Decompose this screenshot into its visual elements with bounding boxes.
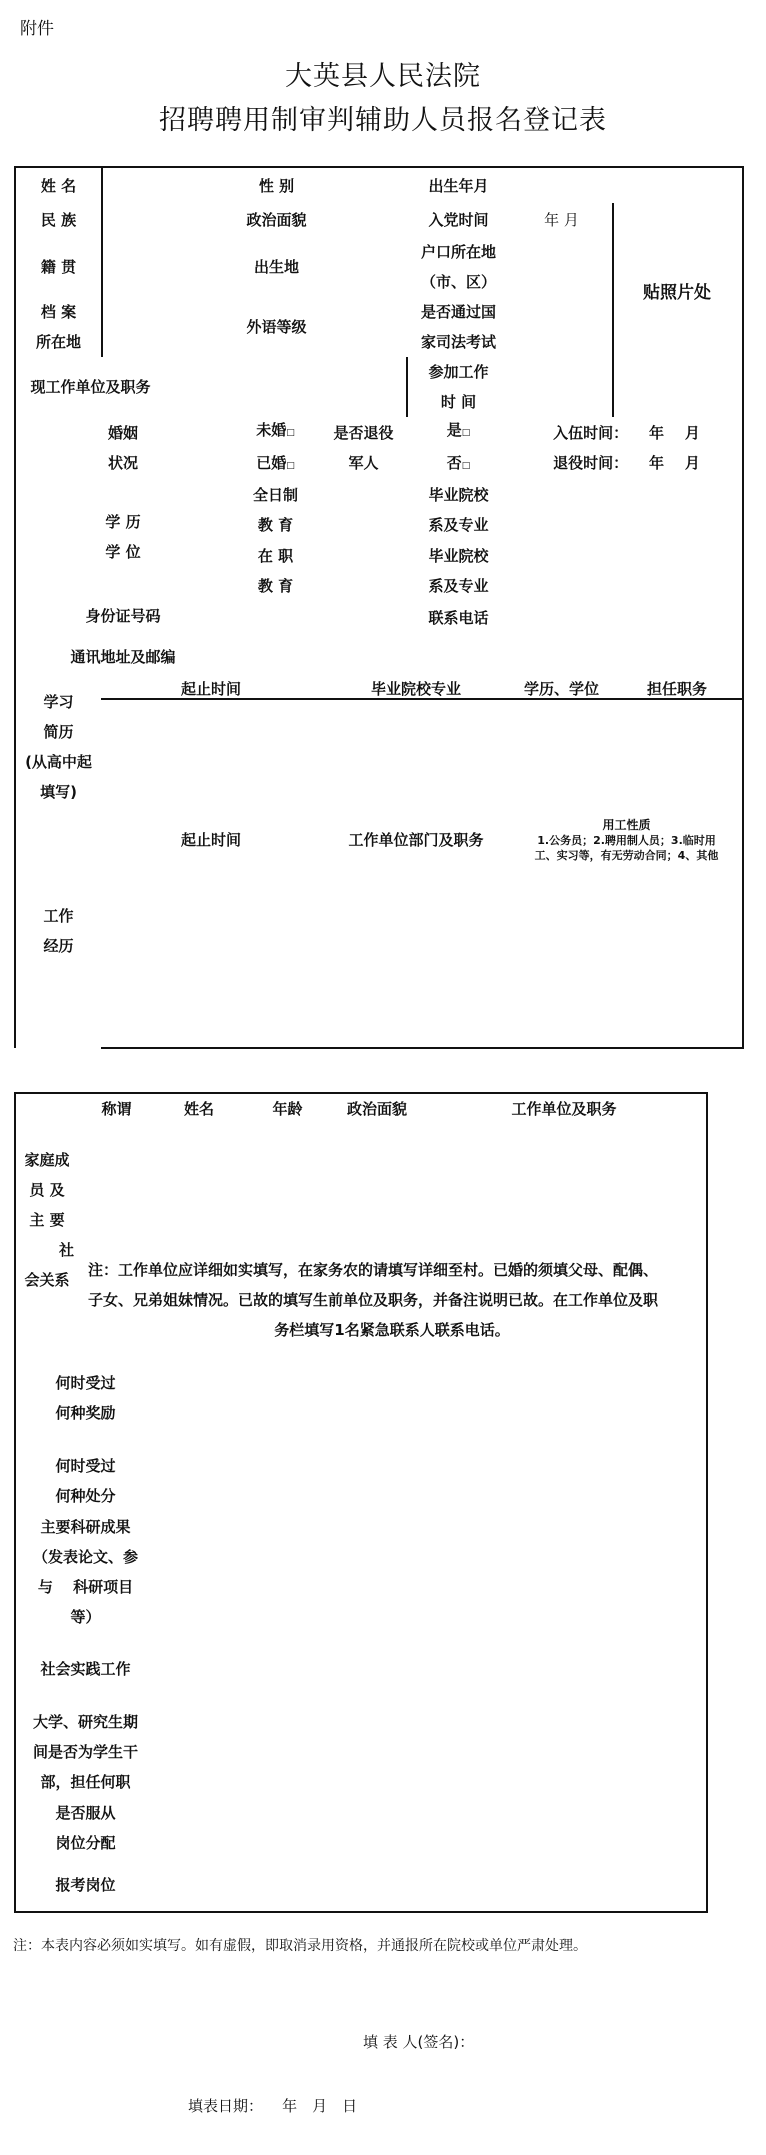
family-header-3 [243,1092,334,1125]
veteran-options [406,417,513,481]
family-row-3-cell-3[interactable] [243,1189,334,1224]
label-judicial-exam-and-work-start [406,297,513,419]
label-fulltime-school-line1: 毕业院校 [428,485,489,504]
family-header-4 [332,1092,424,1125]
label-education-line2: 学 位 [105,543,141,561]
study-row-3-cell-3[interactable] [511,774,614,816]
label-marital-line1: 婚姻 [107,424,138,442]
obey-assignment-field[interactable] [155,1797,708,1860]
label-study-line3: (从高中起 [25,753,92,771]
family-note-line2: 子女、兄弟姐妹情况。已故的填写生前单位及职务，并备注说明已故。在工作单位及职 [88,1291,659,1309]
birth-date-field[interactable] [511,166,614,205]
family-header-5 [422,1092,708,1125]
label-social-practice [14,1632,157,1708]
checkbox-no[interactable]: □ [461,461,471,471]
label-awards-line1: 何时受过 [55,1374,116,1392]
label-native-place-text: 籍 贯 [40,257,77,276]
label-awards-line2: 何种奖励 [55,1404,116,1422]
work-row-5-cell-3[interactable] [511,1014,744,1049]
label-research [14,1511,157,1634]
label-ethnicity [14,203,103,238]
label-family-line1: 家庭成 [24,1151,70,1169]
punishments-field[interactable] [155,1450,708,1513]
label-work-start-line1: 参加工作 [428,363,489,381]
work-row-3-cell-3[interactable] [511,940,744,977]
family-header-1 [78,1092,157,1125]
phone-field[interactable] [511,601,744,636]
label-cadre-line2: 间是否为学生干 [32,1742,138,1761]
family-row-1-cell-4[interactable] [332,1123,424,1158]
label-obey-line1: 是否服从 [55,1803,116,1822]
label-party-join-time-text: 入党时间 [428,210,489,229]
family-row-2-cell-4[interactable] [332,1156,424,1191]
label-archive-location [14,297,103,359]
label-birthplace-text: 出生地 [253,257,299,276]
label-marital-status [14,417,232,481]
discharge-time-row[interactable] [553,448,700,478]
study-row-2-cell-4[interactable] [612,736,744,776]
judicial-exam-field[interactable] [511,297,614,359]
family-header-5-text: 工作单位及职务 [511,1099,617,1118]
study-header-position [612,680,744,700]
checkbox-unmarried[interactable]: □ [286,428,295,438]
study-header-position-text: 担任职务 [646,680,707,698]
study-row-3-cell-4[interactable] [612,774,744,816]
label-family [14,1092,80,1348]
family-row-3-cell-2[interactable] [155,1189,245,1224]
family-row-2-cell-1[interactable] [78,1156,157,1191]
work-row-1-cell-2[interactable] [321,866,513,906]
label-awards [14,1346,157,1452]
label-cadre-line1: 大学、研究生期 [32,1712,138,1731]
label-gender [230,166,325,205]
student-cadre-field[interactable] [155,1706,708,1799]
work-row-4-cell-1[interactable] [101,975,323,1016]
family-row-1-cell-3[interactable] [243,1123,334,1158]
id-number-field[interactable] [230,601,408,636]
hukou-field[interactable] [511,236,614,299]
fulltime-education-field[interactable] [321,479,408,542]
employment-nature-title: 用工性质 [602,817,651,832]
label-cadre-line3: 部，担任何职 [40,1772,131,1791]
family-row-2-cell-5[interactable] [422,1156,708,1191]
label-social-practice-text: 社会实践工作 [40,1660,131,1678]
work-header-employer [321,814,513,868]
label-study-line4: 填写) [40,783,77,801]
family-row-2-cell-3[interactable] [243,1156,334,1191]
work-row-5-cell-2[interactable] [321,1014,513,1049]
label-applied-post [14,1858,157,1913]
label-work-history [14,814,103,1048]
family-row-3-cell-4[interactable] [332,1189,424,1224]
discharge-month: 月 [684,454,700,472]
family-row-4-cell-4[interactable] [332,1222,424,1256]
work-row-2-cell-2[interactable] [321,904,513,942]
study-row-1-cell-3[interactable] [511,698,614,738]
family-row-1-cell-1[interactable] [78,1123,157,1158]
label-foreign-language-text: 外语等级 [246,318,307,336]
fill-date[interactable] [188,2095,357,2116]
label-address-text: 通讯地址及邮编 [70,648,176,666]
label-political-status [230,203,325,238]
option-married[interactable] [256,448,295,481]
label-phone-text: 联系电话 [428,608,489,627]
family-row-3-cell-1[interactable] [78,1189,157,1224]
footer-note: 注：本表内容必须如实填写。如有虚假，即取消录用资格，并通报所在院校或单位严肃处理。 [13,1938,587,1954]
label-veteran-line1: 是否退役 [333,424,394,442]
fulltime-school-field[interactable] [511,479,744,542]
label-archive-line1: 档 案 [40,303,77,321]
option-unmarried-text: 未婚 [256,421,287,439]
study-header-degree-text: 学历、学位 [523,680,599,698]
family-header-3-text: 年龄 [272,1099,303,1118]
checkbox-married[interactable]: □ [286,461,295,471]
discharge-year: 年 [648,454,664,472]
label-hukou [406,236,513,299]
fill-date-value: 年 月 日 [282,2097,358,2115]
label-name-text: 姓 名 [40,176,77,195]
label-current-employer [14,357,167,419]
label-phone [406,601,513,636]
label-veteran-line2: 军人 [348,454,379,472]
fill-date-label: 填表日期： [188,2097,264,2115]
inservice-education-field[interactable] [321,540,408,603]
family-row-1-cell-2[interactable] [155,1123,245,1158]
study-header-period [101,680,323,700]
work-header-employment-nature [511,814,744,868]
study-row-2-cell-1[interactable] [101,736,323,776]
native-place-field[interactable] [103,236,232,299]
label-research-line3: 与 科研项目 [37,1577,134,1596]
family-header-4-text: 政治面貌 [346,1099,407,1118]
label-judicial-exam-line1: 是否通过国 [420,303,496,321]
label-hukou-line2: （市、区） [420,272,496,291]
work-row-5-cell-1[interactable] [101,1014,323,1049]
label-obey-assignment [14,1797,157,1860]
label-fulltime-school-line2: 系及专业 [428,515,489,534]
work-row-4-cell-3[interactable] [511,975,744,1016]
work-row-1-cell-3[interactable] [511,866,744,906]
signature-label-text: 填 表 人(签名)： [363,2033,475,2051]
label-archive-line2: 所在地 [35,333,81,351]
label-work-line2: 经历 [43,937,74,955]
inservice-school-field[interactable] [511,540,744,603]
awards-field[interactable] [155,1346,708,1452]
family-header-2 [155,1092,245,1125]
photo-area-text: 贴照片处 [643,282,711,303]
attachment-label: 附件 [20,19,54,39]
label-ethnicity-text: 民 族 [40,210,77,229]
family-header-1-text: 称谓 [101,1099,132,1118]
label-study-line1: 学习 [43,693,74,711]
label-family-line3: 主 要 [29,1211,65,1229]
label-fulltime-education [230,479,323,542]
family-row-4-cell-5[interactable] [422,1222,708,1256]
label-hukou-line1: 户口所在地 [420,242,496,261]
study-row-1-cell-4[interactable] [612,698,744,738]
study-header-school-text: 毕业院校专业 [370,680,461,698]
work-row-4-cell-2[interactable] [321,975,513,1016]
option-no-text: 否 [446,454,462,472]
label-research-line2: （发表论文、参 [32,1547,138,1566]
family-row-2-cell-2[interactable] [155,1156,245,1191]
family-note-line3: 务栏填写1名紧急联系人联系电话。 [274,1321,510,1339]
label-applied-post-text: 报考岗位 [55,1875,116,1894]
study-header-period-text: 起止时间 [180,680,241,698]
work-header-employer-text: 工作单位部门及职务 [348,831,484,849]
label-education [14,479,232,636]
label-inservice-school [406,540,513,603]
photo-area[interactable] [612,166,744,419]
label-work-start-line2: 时 间 [440,393,477,411]
enlist-year: 年 [648,424,664,442]
label-research-line1: 主要科研成果 [40,1517,131,1536]
label-party-join-time [406,203,513,238]
label-fulltime-line2: 教 育 [257,515,294,534]
gender-field[interactable] [323,166,408,205]
label-study-history [14,680,103,816]
current-employer-field[interactable] [165,357,408,419]
label-political-status-text: 政治面貌 [246,210,307,229]
label-foreign-language [230,297,325,359]
label-education-line1: 学 历 [105,513,141,531]
label-punish-line1: 何时受过 [55,1456,116,1475]
option-yes-text: 是 [446,421,462,439]
work-header-period-text: 起止时间 [180,831,241,849]
label-native-place [14,236,103,299]
label-inservice-line2: 教 育 [257,576,294,595]
label-birthplace [230,236,325,299]
study-row-1-cell-2[interactable] [321,698,513,738]
work-row-3-cell-2[interactable] [321,940,513,977]
label-marital-line2: 状况 [107,454,138,472]
work-header-period [101,814,323,868]
label-study-line2: 简历 [43,723,74,741]
work-row-2-cell-3[interactable] [511,904,744,942]
label-research-line4: 等） [70,1607,101,1626]
label-veteran [321,417,408,481]
page-title-line1: 大英县人民法院 [285,61,481,92]
label-birth-date [406,166,513,205]
study-header-degree [511,680,614,700]
label-inservice-school-line2: 系及专业 [428,576,489,595]
study-row-2-cell-3[interactable] [511,736,614,776]
archive-location-field[interactable] [103,297,232,359]
enlist-month: 月 [684,424,700,442]
enlist-time-label: 入伍时间： [553,424,629,442]
label-name [14,166,103,205]
party-join-time-value: 年 月 [544,210,579,229]
political-status-field[interactable] [323,203,408,238]
employment-nature-line2: 工、实习等，有无劳动合同；4、其他 [534,848,719,862]
label-work-line1: 工作 [43,907,74,925]
study-header-school [321,680,513,700]
party-join-time-field[interactable] [511,203,614,238]
option-no[interactable] [447,448,471,481]
option-yes[interactable] [447,415,471,448]
service-dates [511,417,744,481]
study-row-3-cell-1[interactable] [101,774,323,816]
signature-label[interactable] [363,2031,474,2052]
work-row-1-cell-1[interactable] [101,866,323,906]
label-inservice-education [230,540,323,603]
label-inservice-line1: 在 职 [257,546,294,565]
label-fulltime-school [406,479,513,542]
study-row-3-cell-2[interactable] [321,774,513,816]
social-practice-field[interactable] [155,1632,708,1708]
label-student-cadre [14,1706,157,1799]
label-birth-date-text: 出生年月 [428,176,489,195]
checkbox-yes[interactable]: □ [461,428,471,438]
birthplace-field[interactable] [323,236,408,299]
employment-nature-line1: 1.公务员；2.聘用制人员；3.临时用 [537,833,716,847]
page-title-line2: 招聘聘用制审判辅助人员报名登记表 [159,105,607,136]
marital-options [230,417,323,481]
work-row-2-cell-1[interactable] [101,904,323,942]
family-note [78,1254,708,1348]
ethnicity-field[interactable] [103,203,232,238]
label-gender-text: 性 别 [258,176,295,195]
label-obey-line2: 岗位分配 [55,1833,116,1852]
family-row-3-cell-5[interactable] [422,1189,708,1224]
option-married-text: 已婚 [256,454,287,472]
foreign-language-field[interactable] [323,297,408,359]
family-row-1-cell-5[interactable] [422,1123,708,1158]
work-start-time-field[interactable] [511,357,614,419]
label-fulltime-line1: 全日制 [252,485,298,504]
label-id-number: 身份证号码 [85,607,161,625]
option-unmarried[interactable] [256,415,295,448]
label-punishments [14,1450,157,1513]
label-family-line5: 会关系 [24,1271,70,1289]
work-row-3-cell-1[interactable] [101,940,323,977]
label-current-employer-text: 现工作单位及职务 [30,378,151,396]
label-judicial-exam-line2: 家司法考试 [420,333,496,351]
applied-post-field[interactable] [155,1858,708,1913]
label-family-line4: 社 [58,1241,74,1259]
study-row-2-cell-2[interactable] [321,736,513,776]
family-row-4-cell-3[interactable] [243,1222,334,1256]
study-row-1-cell-1[interactable] [101,698,323,738]
label-family-line2: 员 及 [29,1181,65,1199]
label-punish-line2: 何种处分 [55,1486,116,1505]
label-inservice-school-line1: 毕业院校 [428,546,489,565]
name-field[interactable] [103,166,232,205]
family-note-line1: 注：工作单位应详细如实填写，在家务农的请填写详细至村。已婚的须填父母、配偶、 [88,1261,659,1279]
family-row-4-cell-1[interactable] [78,1222,157,1256]
research-field[interactable] [155,1511,708,1634]
discharge-time-label: 退役时间： [553,454,629,472]
family-row-4-cell-2[interactable] [155,1222,245,1256]
family-header-2-text: 姓名 [183,1099,214,1118]
enlist-time-row[interactable] [553,418,700,448]
